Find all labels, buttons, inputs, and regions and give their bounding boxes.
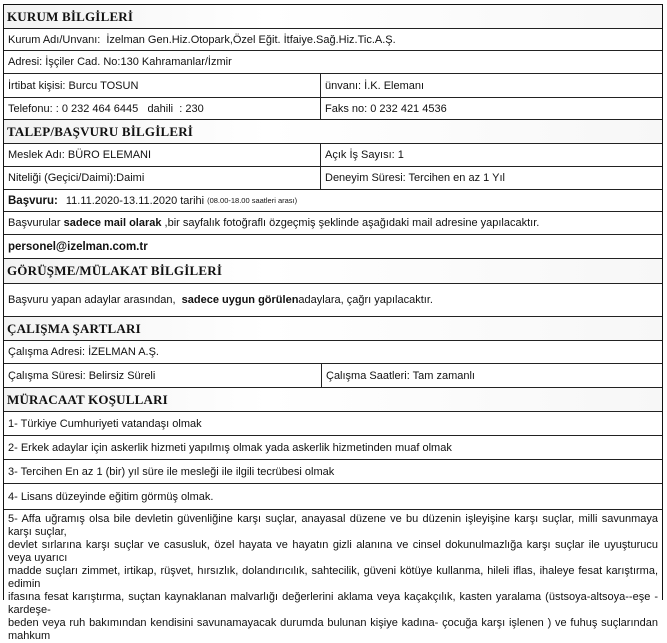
profession-cell <box>4 144 321 166</box>
institution-address: Adresi: İşçiler Cad. No:130 Kahramanlar/İzmir <box>8 56 232 68</box>
interview-text-end: adaylara, çağrı yapılacaktır. <box>298 294 433 306</box>
nature-cell <box>4 167 321 189</box>
section-institution-heading <box>4 4 662 29</box>
email-row <box>4 235 662 259</box>
condition-5-line: 5- Affa uğramış olsa bile devletin güvenliğine karşı suçlar, anayasal düzene ve bu düzenin işleyişine karşı suçlar, milli savunmaya karşı suçlar, <box>8 513 658 538</box>
profession-row <box>4 144 662 167</box>
fax: Faks no: 0 232 421 4536 <box>325 102 447 115</box>
phone-fax-row <box>4 98 662 120</box>
condition-item <box>4 484 662 510</box>
condition-item-5 <box>4 510 662 642</box>
profession: Meslek Adı: BÜRO ELEMANI <box>8 149 152 161</box>
work-duration-row <box>4 364 662 388</box>
phone-cell <box>4 98 321 119</box>
work-address-row <box>4 341 662 364</box>
phone: Telefonu: : 0 232 464 6445 dahili : 230 <box>8 102 204 115</box>
section-title: MÜRACAAT KOŞULLARI <box>7 391 168 407</box>
work-hours: Çalışma Saatleri: Tam zamanlı <box>326 369 475 382</box>
contact-person-cell <box>4 74 321 97</box>
condition-5-paragraph <box>8 513 658 643</box>
condition-item <box>4 460 662 484</box>
apply-hours: (08.00-18.00 saatleri arası) <box>207 196 298 205</box>
work-duration-cell <box>4 364 322 387</box>
nature-row <box>4 167 662 190</box>
instructions-text: Başvurular <box>8 217 64 229</box>
work-address: Çalışma Adresi: İZELMAN A.Ş. <box>8 346 159 358</box>
condition-text: 2- Erkek adaylar için askerlik hizmeti yapılmış olmak yada askerlik hizmetinden muaf olmak <box>8 441 452 454</box>
openings: Açık İş Sayısı: 1 <box>325 149 404 161</box>
section-conditions-heading <box>4 388 662 412</box>
work-duration: Çalışma Süresi: Belirsiz Süreli <box>8 369 156 382</box>
section-title: KURUM BİLGİLERİ <box>7 8 134 24</box>
condition-5-line: madde suçları zimmet, irtikap, rüşvet, hırsızlık, dolandırıcılık, sahtecilik, güveni kötüye kullanma, hileli iflas, ihaleye fesat karıştırma, edimin <box>8 565 658 590</box>
condition-item <box>4 412 662 436</box>
section-working-heading <box>4 317 662 341</box>
condition-item <box>4 436 662 460</box>
nature: Niteliği (Geçici/Daimi):Daimi <box>8 172 145 184</box>
openings-cell <box>321 144 662 166</box>
interview-emphasis: sadece uygun görülen <box>181 294 299 306</box>
institution-name-value: İzelman Gen.Hiz.Otopark,Özel Eğit. İtfaiye.Sağ.Hiz.Tic.A.Ş. <box>106 33 396 46</box>
apply-label: Başvuru: <box>8 194 58 207</box>
condition-text: 3- Tercihen En az 1 (bir) yıl süre ile mesleği ile ilgili tecrübesi olmak <box>8 465 335 478</box>
interview-text: Başvuru yapan adaylar arasından, <box>8 294 182 306</box>
instructions-text-end: ,bir sayfalık fotoğraflı özgeçmiş şeklinde aşağıdaki mail adresine yapılacaktır. <box>161 217 540 229</box>
email-link[interactable]: personel@izelman.com.tr <box>8 240 148 253</box>
condition-text: 4- Lisans düzeyinde eğitim görmüş olmak. <box>8 490 214 503</box>
institution-name-row <box>4 29 662 51</box>
condition-5-line: ifasına fesat karıştırma, suçtan kaynaklanan malvarlığı değerlerini aklama veya kaçakçılık, kasten yaralama (üstsoya-altsoya--eşe -kardeşe- <box>8 591 658 616</box>
section-interview-heading <box>4 259 662 284</box>
fax-cell <box>321 98 662 119</box>
section-title: ÇALIŞMA ŞARTLARI <box>7 320 141 336</box>
instructions-emphasis: sadece mail olarak <box>63 217 162 229</box>
institution-address-row <box>4 51 662 74</box>
institution-name-label: Kurum Adı/Unvanı: <box>8 33 101 46</box>
job-posting-form <box>3 4 663 642</box>
section-application-heading <box>4 120 662 144</box>
condition-text: 1- Türkiye Cumhuriyeti vatandaşı olmak <box>8 417 202 430</box>
contact-title: ünvanı: İ.K. Elemanı <box>325 79 425 92</box>
apply-instructions-row <box>4 212 662 235</box>
experience: Deneyim Süresi: Tercihen en az 1 Yıl <box>325 172 505 184</box>
work-hours-cell <box>322 364 662 387</box>
experience-cell <box>321 167 662 189</box>
condition-5-line: devlet sırlarına karşı suçlar ve casusluk, özel hayata ve hayatın gizli alanına ve cinsel dokunulmazlığa karşı suçlar ile uyuşturucu veya uyarıcı <box>8 539 658 564</box>
contact-title-cell <box>321 74 662 97</box>
apply-dates-row <box>4 190 662 212</box>
contact-person: İrtibat kişisi: Burcu TOSUN <box>8 79 139 92</box>
section-title: TALEP/BAŞVURU BİLGİLERİ <box>7 123 194 139</box>
interview-row <box>4 284 662 317</box>
section-title: GÖRÜŞME/MÜLAKAT BİLGİLERİ <box>7 263 223 278</box>
contact-row <box>4 74 662 98</box>
apply-dates: 11.11.2020-13.11.2020 tarihi <box>65 194 205 207</box>
condition-5-line: beden veya ruh bakımından kendisini savunamayacak durumda bulunan kişiye kadına- çocuğa karşı işlenen ) ve fuhuş suçlarından mahkum <box>8 617 658 642</box>
